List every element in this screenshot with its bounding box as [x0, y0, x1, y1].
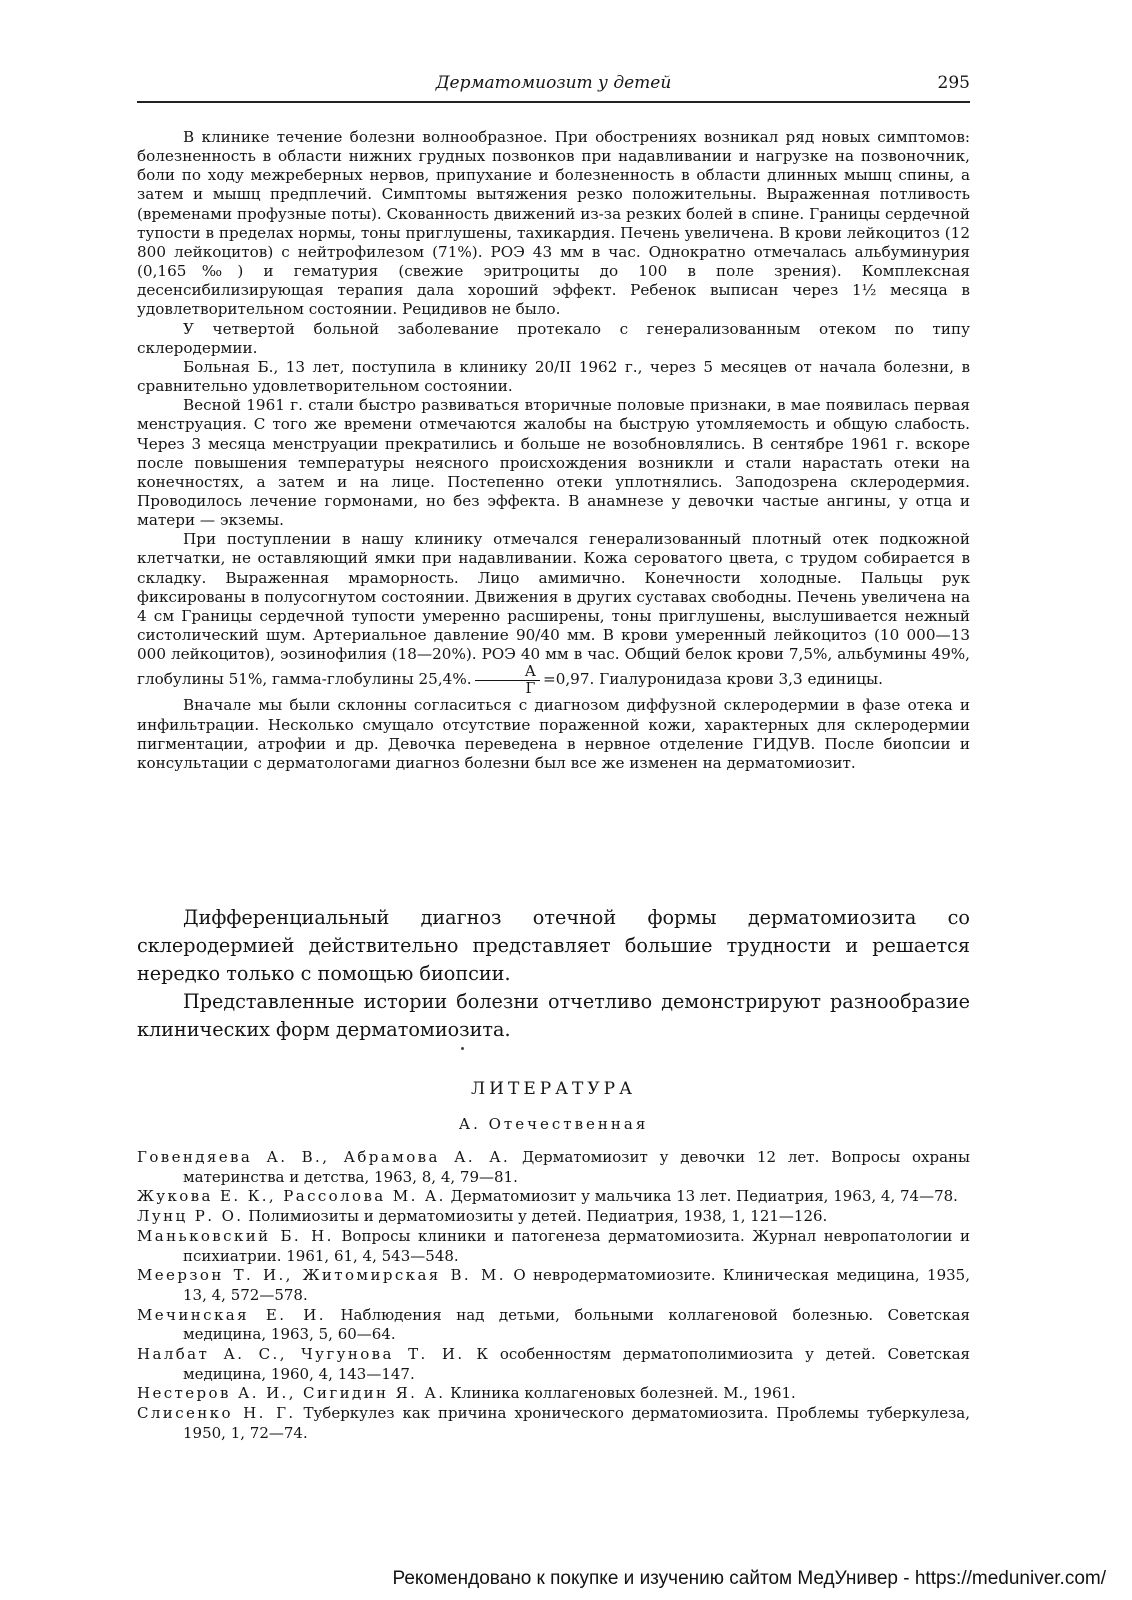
- reference-text: Полимиозиты и дерматомиозиты у детей. Педиатрия, 1938, 1, 121—126.: [243, 1207, 828, 1226]
- reference-item: [137, 1207, 970, 1227]
- fraction: [475, 664, 540, 696]
- reference-item: [137, 1148, 970, 1187]
- watermark-footer: Рекомендовано к покупке и изучению сайтом МедУнивер - https://meduniver.com/: [392, 1568, 1106, 1589]
- page-number: 295: [937, 73, 970, 93]
- header-rule: [137, 101, 970, 103]
- paragraph-with-formula: [137, 530, 970, 696]
- reference-text: Клиника коллагеновых болезней. М., 1961.: [445, 1384, 796, 1403]
- literature-heading: ЛИТЕРАТУРА: [470, 1079, 636, 1099]
- reference-authors: Жукова Е. К., Рассолова М. А.: [137, 1187, 446, 1206]
- reference-item: [137, 1345, 970, 1384]
- paragraph: У четвертой больной заболевание протекало с генерализованным отеком по типу склеродермии.: [137, 319, 970, 357]
- reference-item: [137, 1306, 970, 1345]
- paragraph: Представленные истории болезни отчетливо демонстрируют разнообразие клинических форм дерматомиозита.: [137, 990, 970, 1041]
- reference-authors: Маньковский Б. Н.: [137, 1226, 334, 1245]
- reference-item: [137, 1227, 970, 1266]
- running-header: [137, 73, 970, 99]
- paragraph: Весной 1961 г. стали быстро развиваться вторичные половые признаки, в мае появилась первая менструация. С того же времени отмечаются жалобы на быструю утомляемость и общую слабость. Через 3 месяца менструации прекратились и больше не возобновлялись. В сентябре 1961 г. вскоре после повышения температуры неясного происхождения возникли и стали нарастать отеки на конечностях, а затем и на лице. Постепенно отеки уплотнялись. Заподозрена склеродермия. Проводилось лечение гормонами, но без эффекта. В анамнезе у девочки частые ангины, у отца и матери — экземы.: [137, 396, 970, 530]
- reference-authors: Слисенко Н. Г.: [137, 1404, 296, 1423]
- reference-item: [137, 1384, 970, 1404]
- reference-text: К особенностям дерматополимиозита у детей. Советская медицина, 1960, 4, 143—147.: [183, 1345, 970, 1383]
- running-title: Дерматомиозит у детей: [435, 73, 672, 93]
- reference-text: О невродерматомиозите. Клиническая медицина, 1935, 13, 4, 572—578.: [183, 1266, 970, 1304]
- fraction-denominator: Г: [525, 679, 536, 698]
- literature-subheading: А. Отечественная: [458, 1115, 649, 1133]
- paragraph: Вначале мы были склонны согласиться с диагнозом диффузной склеродермии в фазе отека и инфильтрации. Несколько смущало отсутствие пораженной кожи, характерных для склеродермии пигментации, атрофии и др. Девочка переведена в нервное отделение ГИДУВ. После биопсии и консультации с дерматологами диагноз болезни был все же изменен на дерматомиозит.: [137, 696, 970, 772]
- case-history-text: [137, 128, 970, 773]
- reference-authors: Говендяева А. В., Абрамова А. А.: [137, 1148, 511, 1166]
- fraction-numerator: А: [475, 664, 540, 681]
- paragraph: Больная Б., 13 лет, поступила в клинику 20/II 1962 г., через 5 месяцев от начала болезни, в сравнительно удовлетворительном состоянии.: [137, 357, 970, 396]
- reference-authors: Меерзон Т. И., Житомирская В. М.: [137, 1266, 506, 1285]
- reference-text: Туберкулез как причина хронического дерматомиозита. Проблемы туберкулеза, 1950, 1, 72—74.: [183, 1404, 971, 1442]
- paragraph: В клинике течение болезни волнообразное. При обострениях возникал ряд новых симптомов: болезненность в области нижних грудных позвонков при надавливании и нагрузке на позвоночник, боли по ходу межреберных нервов, припухание и болезненность в области длинных мышц спины, а затем и мышц предплечий. Симптомы вытяжения резко положительны. Выраженная потливость (временами профузные поты). Скованность движений из-за резких болей в спине. Границы сердечной тупости в пределах нормы, тоны приглушены, тахикардия. Печень увеличена. В крови лейкоцитоз (12 800 лейкоцитов) с нейтрофилезом (71%). РОЭ 43 мм в час. Однократно отмечалась альбуминурия (0,165‰) и гематурия (свежие эритроциты до 100 в поле зрения). Комплексная десенсибилизирующая терапия дала хороший эффект. Ребенок выписан через 1½ месяца в удовлетворительном состоянии. Рецидивов не было.: [137, 128, 970, 319]
- reference-text: Дерматомиозит у девочки 12 лет. Вопросы охраны материнства и детства, 1963, 8, 4, 79—81.: [183, 1148, 970, 1186]
- paragraph-text: =0,97. Гиалуронидаза крови 3,3 единицы.: [542, 670, 883, 689]
- ink-dot: [461, 1047, 464, 1050]
- reference-authors: Лунц Р. О.: [137, 1207, 244, 1226]
- reference-item: [137, 1266, 970, 1305]
- conclusion-text: [137, 904, 970, 1044]
- paragraph-text: При поступлении в нашу клинику отмечался генерализованный плотный отек подкожной клетчатки, не оставляющий ямки при надавливании. Кожа сероватого цвета, с трудом собирается в складку. Выраженная мраморность. Лицо амимично. Конечности холодные. Пальцы рук фиксированы в полусогнутом состоянии. Движения в других суставах свободны. Печень увеличена на 4 см Границы сердечной тупости умеренно расширены, тоны приглушены, выслушивается нежный систолический шум. Артериальное давление 90/40 мм. В крови умеренный лейкоцитоз (10 000—13 000 лейкоцитов), эозинофилия (18—20%). РОЭ 40 мм в час. Общий белок крови 7,5%, альбумины 49%, глобулины 51%, гамма-глобулины 25,4%.: [137, 530, 970, 689]
- paragraph: Дифференциальный диагноз отечной формы дерматомиозита со склеродермией действительно представляет большие трудности и решается нередко только с помощью биопсии.: [137, 906, 970, 985]
- reference-authors: Налбат А. С., Чугунова Т. И.: [137, 1345, 465, 1364]
- reference-authors: Нестеров А. И., Сигидин Я. А.: [137, 1384, 446, 1403]
- reference-item: [137, 1187, 970, 1207]
- reference-text: Наблюдения над детьми, больными коллагеновой болезнью. Советская медицина, 1963, 5, 60—64.: [183, 1305, 970, 1344]
- reference-text: Вопросы клиники и патогенеза дерматомиозита. Журнал невропатологии и психиатрии. 1961, 61, 4, 543—548.: [183, 1226, 970, 1265]
- reference-text: Дерматомиозит у мальчика 13 лет. Педиатрия, 1963, 4, 74—78.: [445, 1187, 958, 1206]
- reference-authors: Мечинская Е. И.: [137, 1305, 326, 1324]
- reference-list: [137, 1148, 970, 1444]
- reference-item: [137, 1404, 970, 1443]
